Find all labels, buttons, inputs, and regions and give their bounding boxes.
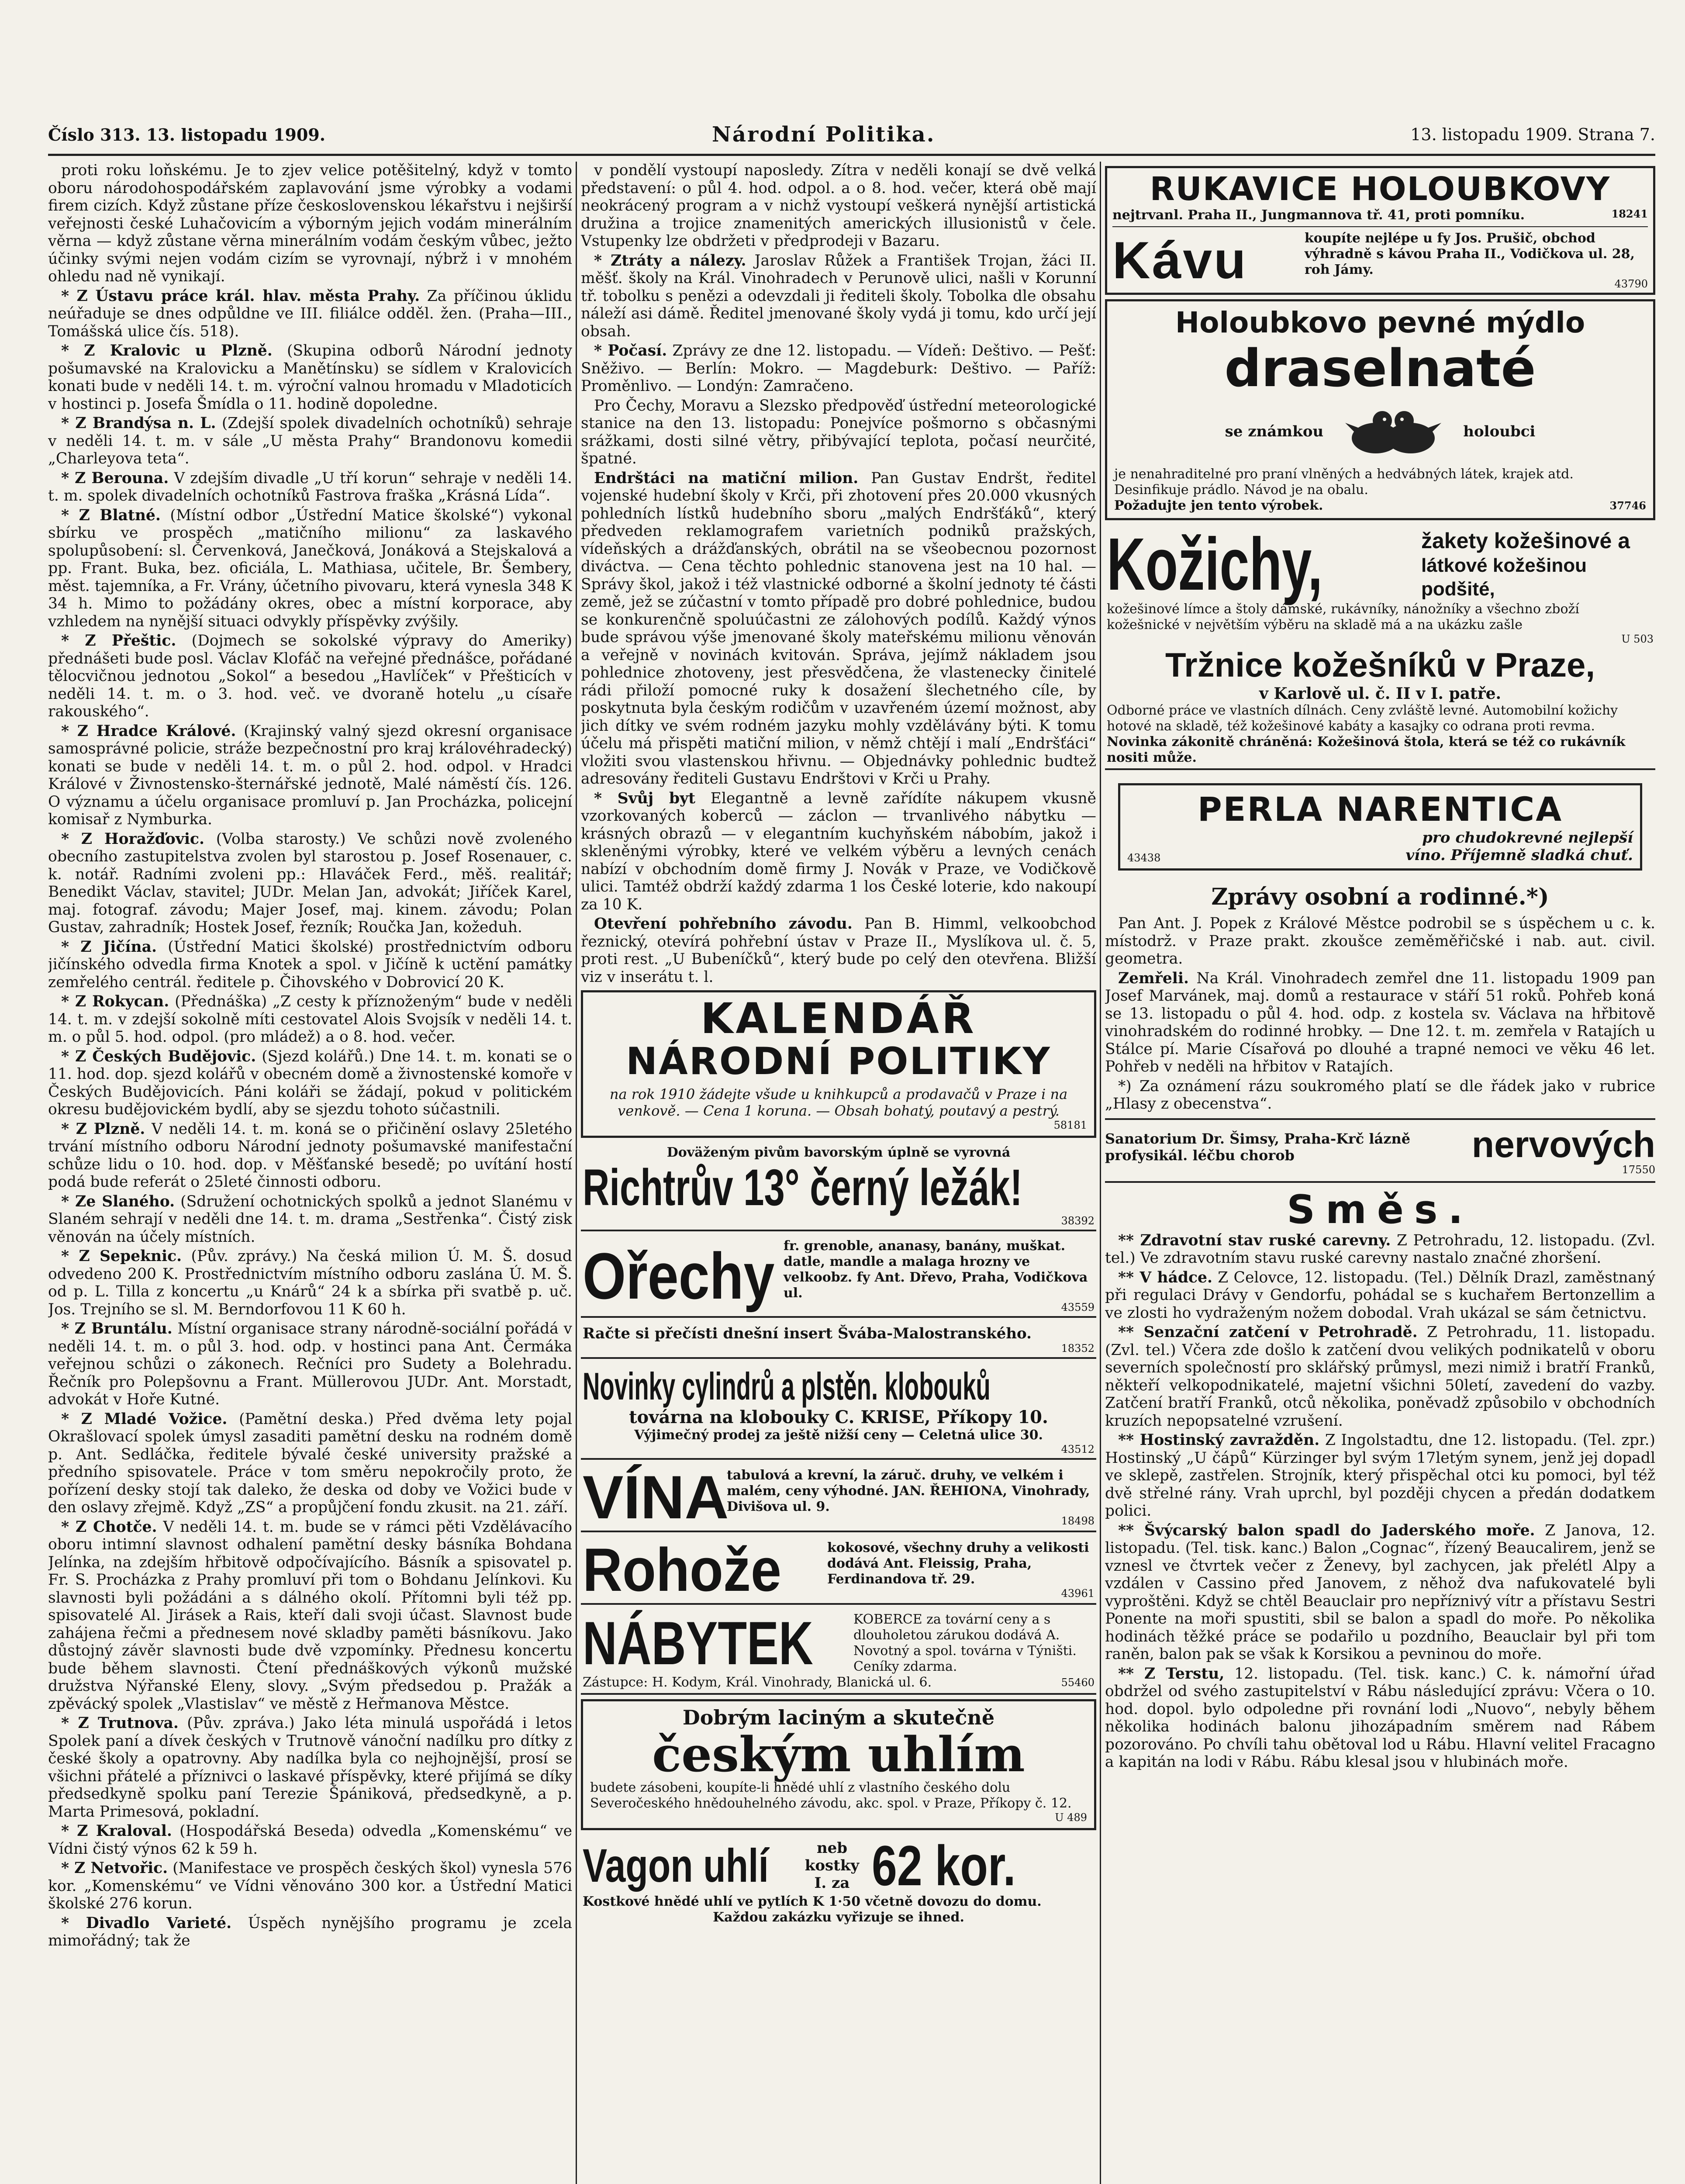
misc-news-paragraph-body: Z Janova, 12. listopadu. (Tel. tisk. kanc.) Balon „Cognac“, řízený Beaucalirem, jenž se vznesl ve čtvrtek večer z Ženevy, byl zachycen, jak přelétl Alpy a vzdálen v Cassino před Janovem, z něhož dva nafukovatelé byli vyproštěni. Když se chtěl Beauclair pro nepříznivý vítr a přístavu Sestri Ponente na moři spustiti, sbil se balon a spadl do moře. Po několika hodinách těžké práce se podařilo u pozdního, Beauclair byl při tom raněn, balon pak se však k Korsikou a pevninou do moře. [1105, 1521, 1655, 1663]
misc-news-paragraph-body: Z Petrohradu, 11. listopadu. (Zvl. tel.) Včera zde došlo k zatčení dvou velikých podnikatelů v oboru severních společností pro sklářský průmysl, mezi nimiž i bratří Franků, někteří velkopodnikatelé, majetní všichni 50letí, zavedení do vazby. Zatčení bratří Franků, otců několika, poněvadž způsobilo v obchodních kruzích nepopsatelné vzrušení. [1105, 1324, 1655, 1430]
kalendar-code: 58181 [1053, 1119, 1087, 1131]
kavu-title: Kávu [1112, 231, 1248, 290]
misc-news-paragraph [1105, 1522, 1655, 1663]
news-paragraph-heading: * Z Mladé Vožice. [61, 1410, 228, 1428]
news-paragraph-heading: * Z Kralovic u Plzně. [61, 342, 273, 359]
mydlo-sub: Požadujte jen tento výrobek. [1114, 498, 1323, 513]
news-paragraph [48, 1410, 572, 1517]
misc-news-paragraph-heading: ** Zdravotní stav ruské carevny. [1118, 1231, 1391, 1249]
richtr-title: Richtrův 13° černý ležák! [583, 1159, 1022, 1216]
news-paragraph-body: (Dojmech se sokolské výpravy do Ameriky) přednášeti bude posl. Václav Klofáč na veřejné přednášce, pořádané tělocvičnou jednotou „Sokol“ a besedou „Havlíček“ v Přešticích v neděli 14. t. m. o 3. hod. več. ve dvoraně hotelu „u císaře rakouského“. [48, 632, 572, 720]
news-paragraph [48, 1120, 572, 1191]
rukavice-title: RUKAVICE HOLOUBKOVY [1150, 170, 1611, 208]
kavu-text: koupíte nejlépe u fy Jos. Prušič, obchod výhradně s kávou Praha II., Vodičkova ul. 28, roh Jámy. [1305, 231, 1635, 277]
personal-news-paragraph-body: Pan Ant. J. Popek z Králové Městce podrobil se s úspěchem u c. k. místodrž. v Praze prakt. zkoušce zeměměřičské i nab. aut. civil. geometra. [1105, 915, 1655, 968]
orechy-code: 43559 [1061, 1301, 1095, 1313]
news-paragraph-body: (Pamětní deska.) Před dvěma lety pojal Okrašlovací spolek úmysl zasaditi pamětní desku na rodném domě p. Ant. Sedláčka, ředitele bývalé české university pražské a předního spisovatele. Práce v tom směru nepokročily proto, že pořízení desky stojí tak daleko, že deska od doby ve Vožici bude v den oslavy zřejmě. Když „ZS“ a propůjčení fondu zkusit. na 21. září. [48, 1410, 572, 1516]
news-paragraph-body: (Sjezd kolářů.) Dne 14. t. m. konati se o 11. hod. dop. sjezd kolářů v obecném domě a živnostenské komoře v Českých Budějovicích. Páni koláři se žádají, pokud v politickém okresu budějovickém bydlí, aby se sjezdu tohoto súčastnili. [48, 1047, 572, 1118]
rukavice-address: nejtrvanl. Praha II., Jungmannova tř. 41, proti pomníku. [1112, 207, 1525, 223]
page-header [48, 114, 1655, 156]
column-3-personal-news [1105, 915, 1655, 1113]
vina-code: 18498 [1061, 1515, 1095, 1527]
nabytek-agent: Zástupce: H. Kodym, Král. Vinohrady, Blanická ul. 6. [583, 1675, 932, 1690]
news-paragraph [581, 162, 1096, 250]
svaba-code: 18352 [1061, 1342, 1095, 1355]
personal-news-paragraph [1105, 915, 1655, 968]
vagon-title: Vagon uhlí [583, 1839, 769, 1892]
vina-text: tabulová a krevní, la záruč. druhy, ve velkém i malém, ceny výhodné. JAN. ŘEHIONA, Vinohrady, Divišova ul. 9. [727, 1468, 1090, 1514]
news-paragraph-body: (Hospodářská Beseda) odvedla „Komenskému“ ve Vídni čistý výnos 62 k 59 h. [48, 1822, 572, 1858]
misc-news-paragraph-heading: ** Senzační zatčení v Petrohradě. [1118, 1324, 1418, 1341]
rohoze-code: 43961 [1061, 1587, 1095, 1600]
ad-orechy [581, 1236, 1096, 1318]
ad-kalendar [581, 990, 1096, 1138]
ad-richtr [581, 1142, 1096, 1231]
vagon-middle: neb kostky I. za [805, 1839, 860, 1892]
news-paragraph-heading: * Z Netvořic. [61, 1859, 168, 1877]
misc-news-paragraph-heading: ** Hostinský zavražděn. [1118, 1431, 1320, 1449]
news-paragraph [48, 415, 572, 468]
ad-novinky [581, 1363, 1096, 1460]
news-paragraph-body: Jaroslav Růžek a František Trojan, žáci II. měšť. školy na Král. Vinohradech v Perunově ulici, našli v Korunní tř. tobolku s penězi a odevzdali ji řediteli školy. Tobolka dle obsahu náleží asi dámě. Ředitel jmenované školy vydá ji tomu, kdo určí její obsah. [581, 252, 1096, 340]
news-paragraph-body: (Volba starosty.) Ve schůzi nově zvoleného obecního zastupitelstva zvolen byl starostou p. Josef Rosenauer, c. k. notář. Radními zvoleni pp.: Hlaváček Ferd., měš. realitář; Benedikt Václav, stavitel; JUDr. Melan Jan, advokát; Jiříček Karel, maj. fotograf. závodu; Majer Josef, maj. kinem. závodu; Polan Gustav, zahradník; Hostek Josef, řezník; Roučka Jan, kožeduh. [48, 830, 572, 936]
news-paragraph-heading: * Z Ústavu práce král. hlav. města Prahy. [61, 287, 420, 305]
ad-nabytek [581, 1609, 1096, 1695]
news-paragraph-heading: * Ztráty a nálezy. [594, 252, 746, 270]
news-paragraph [48, 632, 572, 721]
trznice-sub: Novinka zákonitě chráněná: Kožešinová štola, která se též co rukávník nositi může. [1107, 734, 1626, 765]
news-paragraph-heading: * Z Blatné. [61, 506, 161, 524]
ad-perla [1118, 783, 1642, 871]
news-paragraph [48, 1914, 572, 1950]
news-paragraph [581, 915, 1096, 986]
ad-rohoze [581, 1537, 1096, 1605]
mydlo-label-right: holoubci [1463, 423, 1536, 440]
kozichy-text: kožešinové límce a štoly dámské, rukávníky, nánožníky a všechno zboží kožešnické v největším výběru na skladě má a na ukázku zašle [1107, 601, 1579, 632]
misc-news-paragraph-body: Z Ingolstadtu, dne 12. listopadu. (Tel. zpr.) Hostinský „U čápů“ Kürzinger byl svým 17letým synem, jenž jej dopadl ve sklepě, zastřelen. Strojník, který přispěchal otci ku pomoci, byl též dvě střelné rány. Vrah uprchl, byl později chycen a předán dodatkem polici. [1105, 1431, 1655, 1520]
news-paragraph-heading: * Z Berouna. [61, 469, 169, 487]
news-paragraph [581, 397, 1096, 468]
sanatorium-text: Sanatorium Dr. Šimsy, Praha-Krč lázně profysikál. léčbu chorob [1105, 1130, 1411, 1164]
personal-news-paragraph-heading: Zemřeli. [1118, 969, 1189, 987]
ad-vina [581, 1464, 1096, 1532]
kalendar-title: KALENDÁŘ [701, 994, 977, 1043]
section-title-smes: Směs. [1287, 1186, 1474, 1233]
novinky-sale: Výjimečný prodej za ještě nižší ceny — Celetná ulice 30. [634, 1427, 1043, 1443]
mydlo-label-left: se známkou [1225, 423, 1324, 440]
news-paragraph-heading: * Z Trutnova. [61, 1714, 179, 1732]
ad-rukavice [1105, 166, 1655, 295]
news-paragraph-body: (Pův. zpráva.) Jako léta minulá uspořádá i letos Spolek paní a dívek českých v Trutnově vánoční nadílku pro dítky z české školy a opatrovny. Aby nadílka byla co nejhojnější, prosí se všichni přátelé a příznivci o laskavé příspěvky, které přijímá se díky předsedkyně spolku paní Terezie Špániková, předsedkyně, a p. Marta Primesová, pokladní. [48, 1714, 572, 1821]
ad-vagon [581, 1835, 1096, 1928]
sanatorium-code: 17550 [1622, 1163, 1655, 1176]
news-paragraph [48, 722, 572, 829]
svaba-text: Račte si přečísti dnešní insert Švába-Malostranského. [583, 1325, 1032, 1342]
news-paragraph-heading: * Z Kraloval. [61, 1822, 172, 1840]
trznice-address: v Karlově ul. č. II v I. patře. [1259, 684, 1502, 703]
misc-news-paragraph-heading: ** Švýcarský balon spadl do Jaderského moře. [1118, 1521, 1535, 1539]
trznice-title: Tržnice kožešníků v Praze, [1165, 646, 1595, 684]
news-paragraph-body: (Pův. zprávy.) Na česká milion Ú. M. Š. dosud odvedeno 200 K. Prostřednictvím místního odboru zaslána Ú. M. Š. od p. L. Tilla z koncertu „u Knárů“ 24 k a sbírka při svatbě p. uč. Jos. Trejního se sl. M. Berndorfovou 11 K 60 h. [48, 1248, 572, 1318]
mydlo-logo-row [1114, 397, 1646, 467]
news-paragraph-body: Pan B. Himml, velkoobchod řeznický, otevírá pohřební ústav v Praze II., Myslíkova ul. č. 5, proti rest. „U Bubeníčků“, který bude po celý den otevřena. Bližší viz v inserátu t. l. [581, 915, 1096, 986]
news-paragraph-body: Pro Čechy, Moravu a Slezsko předpověď ústřední meteorologické stanice na den 13. listopadu: Ponejvíce pošmorno s občasnými srážkami, dosti silné větry, přibývající teplota, počasí neurčité, špatné. [581, 397, 1096, 467]
perla-line-2: víno. Příjemně sladká chuť. [1405, 847, 1633, 864]
personal-news-paragraph [1105, 1078, 1655, 1113]
news-paragraph-body: (Zdejší spolek divadelních ochotníků) sehraje v neděli 14. t. m. v sále „U města Prahy“ Brandonovu komedii „Charleyova teta“. [48, 415, 572, 467]
news-paragraph-body: Zprávy ze dne 12. listopadu. — Vídeň: Deštivo. — Pešť: Sněživo. — Berlín: Mokro. — Magdeburk: Deštivo. — Paříž: Proměnlivo. — Londýn: Zamračeno. [581, 342, 1096, 395]
news-paragraph [48, 1320, 572, 1409]
news-paragraph-heading: Endrštáci na matiční milion. [594, 469, 859, 487]
page-number: 13. listopadu 1909. Strana 7. [1410, 125, 1655, 144]
uhli-lead: Dobrým laciným a skutečně [682, 1706, 995, 1729]
misc-news-paragraph-heading: ** Z Terstu, [1118, 1665, 1225, 1683]
vagon-sub: Každou zakázku vyřizuje se ihned. [713, 1910, 964, 1925]
misc-news-paragraph [1105, 1269, 1655, 1322]
news-paragraph [48, 1714, 572, 1821]
news-paragraph-body: (Místní odbor „Ústřední Matice školské“) vykonal sbírku ve prospěch „matičního milionu“ za laskavého spolupůsobení: sl. Červenková, Janečková, Jonáková a Stejskalová a pp. Frant. Buka, bez. oficiála, L. Mathiasa, učitele, Br. Šembery, měst. tajemníka, a Fr. Vrány, účetního pivovaru, která vynesla 348 K 34 h. Mimo to požádány okres, obec a místní korporace, aby vzhledem na nynější situaci odvykly příspěvky zvýšily. [48, 506, 572, 630]
kozichy-right-2: látkové kožešinou podšité, [1421, 555, 1587, 600]
news-paragraph-body: v pondělí vystoupí naposledy. Zítra v neděli konají se dvě velká představení: o půl 4. hod. odpol. a o 8. hod. večer, která obě mají neokrácený program a v nichž vystoupí veškerá nynější artistická družina a trojice znamenitých amerických illusionistů v čele. Vstupenky lze obdržeti v předprodeji v Bazaru. [581, 162, 1096, 250]
kavu-code: 43790 [1614, 278, 1648, 290]
news-paragraph-heading: * Z Bruntálu. [61, 1320, 173, 1337]
news-paragraph [48, 938, 572, 992]
personal-news-paragraph-body: Na Král. Vinohradech zemřel dne 11. listopadu 1909 pan Josef Marvánek, maj. domů a restaurace v stáří 51 roků. Pohřeb koná se 13. listopadu o půl 4. hod. odp. z kostela sv. Václava na hřbitově vinohradském do rodinné hrobky. — Dne 12. t. m. zemřela v Ratajích u Stálce pí. Marie Císařová po dlouhé a trapné nemoci ve věku 46 let. Pohřeb v neděli na hřbitov v Ratajích. [1105, 969, 1655, 1075]
news-paragraph-heading: * Svůj byt [594, 789, 696, 807]
column-2 [581, 162, 1096, 2184]
kozichy-right-1: žakety kožešinové a [1421, 529, 1630, 553]
perla-code: 43438 [1127, 852, 1161, 864]
news-paragraph-heading: * Z Jičína. [61, 938, 157, 956]
news-paragraph-heading: * Ze Slaného. [61, 1192, 175, 1210]
news-paragraph-heading: * Z Plzně. [61, 1120, 145, 1138]
richtr-top: Doväženým pivům bavorským úplně se vyrovná [666, 1145, 1011, 1160]
nabytek-text: KOBERCE za tovární ceny a s dlouholetou zárukou dodává A. Novotný a spol. továrna v Týništi. Ceníky zdarma. [853, 1612, 1077, 1674]
news-paragraph-body: (Přednáška) „Z cesty k příznoženým“ bude v neděli 14. t. m. v zdejší sokolně míti cestovatel Alois Svojsík v neděli 14. t. m. o půl 5. hod. odpol. (pro mládež) a o 8. hod. večer. [48, 993, 572, 1046]
news-paragraph-heading: * Z Hradce Králové. [61, 722, 236, 740]
rohoze-text: kokosové, všechny druhy a velikosti dodává Ant. Fleissig, Praha, Ferdinandova tř. 29. [827, 1540, 1089, 1587]
news-paragraph [48, 1048, 572, 1119]
kozichy-title: Kožichy, [1107, 525, 1323, 606]
kalendar-subtitle: NÁRODNÍ POLITIKY [626, 1040, 1051, 1083]
news-paragraph-heading: * Z Chotče. [61, 1518, 157, 1536]
column-rule-1 [576, 162, 577, 2184]
rukavice-code: 18241 [1611, 207, 1648, 220]
ad-kozichy [1105, 525, 1655, 770]
kozichy-code: U 503 [1621, 633, 1654, 645]
news-paragraph [48, 342, 572, 413]
vina-title: VÍNA [583, 1464, 729, 1531]
masthead-title: Národní Politika. [712, 122, 936, 147]
news-paragraph-heading: * Z Brandýsa n. L. [61, 415, 216, 432]
uhli-title: českým uhlím [652, 1726, 1025, 1783]
nabytek-title: NÁBYTEK [583, 1609, 813, 1677]
news-paragraph-body: Pan Gustav Endršt, ředitel vojenské hudební školy v Krči, při zhotovení přes 20.000 vkusných pohledních lístků hudebního sboru „malých Endršťáků“, který předveden reklamografem varietních podniků pražských, vídeňských a drážďanských, obrátil na se všeobecnou pozornost diváctva. — Cena těchto pohlednic stanovena jest na 10 hal. — Správy škol, jakož i též vlastnické odborné a školní jednoty té části země, jež se zúčastní v tomto případě pro dobré pohlednice, budou se konkurenčně spoluúčastni ze zálohových podílů. Každý výnos bude správou výše jmenované školy mateřskému milionu věnován a veřejně v novinách kvitován. Správa, jejímž nákladem jsou pohlednice zhotoveny, jest přesvědčena, že vlastenecky činitelé rádi přiloží pomocné ruky k dosažení šlechetného cíle, by poskytnuta byla českým rodičům v uzavřeném území možnost, aby jich dítky ve svém rodném jazyku mohly vzdělávány býti. K tomu účelu má přispěti matiční milion, v němž chtějí i malí „Endršťáci“ vložiti svou vlastenskou hřivnu. — Objednávky pohlednic budtež adresovány řediteli Gustavu Endrštovi v Krči u Prahy. [581, 469, 1096, 788]
rohoze-title: Rohože [583, 1537, 781, 1604]
column-3-misc-news [1105, 1232, 1655, 1771]
news-paragraph-heading: * Z Sepeknic. [61, 1248, 182, 1265]
column-3 [1105, 162, 1655, 2184]
personal-news-paragraph [1105, 970, 1655, 1076]
doves-logo-icon [1341, 397, 1446, 467]
news-paragraph-heading: Otevření pohřebního závodu. [594, 915, 853, 933]
news-paragraph [48, 162, 572, 286]
news-paragraph-body: (Manifestace ve prospěch českých škol) vynesla 576 kor. „Komenskému“ ve Vídni věnováno 300 kor. a Ústřední Matici školské 276 korun. [48, 1859, 572, 1912]
novinky-title: Novinky cylindrů a plstěn. klobouků [583, 1365, 991, 1408]
news-paragraph-body: (Krajinský valný sjezd okresní organisace samosprávné policie, stráže bezpečnostní pro kraj královéhradecký) konati se bude v neděli 14. t. m. o půl 2. hod. odpol. v Hradci Králové v Živnostensko-šternářské jednotě, Malé náměstí čís. 126. O významu a účelu organisace promluví p. Jan Procházka, policejní komisař z Nymburka. [48, 722, 572, 828]
misc-news-paragraph [1105, 1324, 1655, 1430]
kalendar-text: na rok 1910 žádejte všude u knihkupců a prodavačů v Praze i na venkově. — Cena 1 koruna. — Obsah bohatý, poutavý a pestrý. [609, 1086, 1068, 1119]
nabytek-code: 55460 [1061, 1676, 1095, 1689]
news-paragraph-body: (Skupina odborů Národní jednoty pošumavské na Kralovicku a Manětínsku) se sídlem v Kralovicích konati bude v neděli 14. t. m. výroční valnou hromadu v Mladoticích v hostinci p. Josefa Šmídla o 11. hodině dopoledne. [48, 342, 572, 413]
news-paragraph-body: V zdejším divadle „U tří korun“ sehraje v neděli 14. t. m. spolek divadelních ochotníků Fastrova fraška „Krásná Lída“. [48, 469, 572, 505]
uhli-text: budete zásobeni, koupíte-li hnědé uhlí z vlastního českého dolu Severočeského hnědouhelného závodu, akc. spol. v Praze, Příkopy č. 12. [590, 1780, 1072, 1811]
news-paragraph [581, 252, 1096, 341]
column-2-news [581, 162, 1096, 986]
news-paragraph-heading: * Divadlo Varieté. [61, 1914, 232, 1932]
news-paragraph-heading: * Z Horažďovic. [61, 830, 204, 848]
mydlo-subtitle: draselnaté [1224, 338, 1536, 398]
vagon-text: Kostkové hnědé uhlí ve pytlích K 1·50 včetně dovozu do domu. [583, 1894, 1042, 1909]
vagon-price: 62 kor. [872, 1835, 1016, 1897]
news-paragraph [48, 1859, 572, 1913]
news-paragraph-body: Elegantně a levně zařídíte nákupem vkusně vzorkovaných koberců — záclon — trvanlivého nábytku — krásných obrazů — v elegantním kuchyňském nábobím, jakož i skleněnými výrobky, které ve velkém výběru a levných cenách nabízí v obchodním domě firmy J. Novák v Praze, ve Vodičkově ulici. Tamtéž obdrží každý zdarma 1 los České loterie, kdo nakoupí za 10 K. [581, 789, 1096, 913]
news-paragraph-body: V neděli 14. t. m. koná se o přičinění oslavy 25letého trvání místního odboru Národní jednoty pošumavské manifestační schůze lidu o 10. hod. dop. v Měšťanské besedě; po uvítání hostí podá bude referát o 25leté činnosti odboru. [48, 1120, 572, 1191]
news-paragraph-body: Úspěch nynějšího programu je zcela mimořádný; tak že [48, 1914, 572, 1949]
misc-news-paragraph-body: 12. listopadu. (Tel. tisk. kanc.) C. k. námořní úřad obdržel od svého zastupitelství v Rábu následující zprávu: Včera o 10. hod. dopol. bylo odpoledne při rovnání lodi „Nuovo“, nebyly během několika hodinách balonu jihozápadním směrem nad Rábem pozorováno. Po chvíli tahu obětoval lod u Rábu. Hlavní velitel Fracagno a kapitán na lodi v Rábu. Rábu klesal jsou v hlubinách moře. [1105, 1665, 1655, 1771]
news-paragraph [48, 507, 572, 631]
sanatorium-title: nervových [1471, 1123, 1655, 1165]
news-paragraph [48, 1248, 572, 1318]
misc-news-paragraph [1105, 1232, 1655, 1267]
misc-news-paragraph [1105, 1431, 1655, 1520]
news-paragraph [581, 470, 1096, 788]
news-paragraph-heading: * Z Českých Budějovic. [61, 1047, 256, 1065]
news-paragraph-heading: * Z Rokycan. [61, 993, 169, 1010]
news-paragraph-body: V neděli 14. t. m. bude se v rámci pěti Vzdělávacího oboru intimní slavnost odhalení pamětní desky básníka Bohdana Jelínka, na zdejším hřbitově odpočívajícího. Básník a spisovatel p. Fr. S. Procházka z Prahy promluví při tom o Bohdanu Jelínkovi. Ku slavnosti byli požádáni a s dálného okolí. Přítomni byli též pp. spisovatelé Al. Jirásek a Rais, kteří dali svoji účast. Slavnost bude zahájena řečmi a přednesem nové skladby paměti básníkovu. Jako důstojný závěr slavnosti bude dvě vzpomínky. Přednesu koncertu bude během slavnosti. Čtení přednáškových výkonů mužské družstva Nýřanské Eleny, slovy. „Svým předsedou p. Pražák a zpěvácký spolek „Vlastislav“ ve městě z Heřmanova Městce. [48, 1518, 572, 1713]
orechy-title: Ořechy [583, 1239, 775, 1313]
mydlo-title: Holoubkovo pevné mýdlo [1175, 306, 1585, 339]
misc-news-paragraph-heading: ** V hádce. [1118, 1268, 1213, 1286]
ad-uhli [581, 1699, 1096, 1830]
news-paragraph [48, 1518, 572, 1713]
uhli-code: U 489 [1055, 1811, 1087, 1824]
mydlo-code: 37746 [1609, 499, 1646, 512]
column-1 [48, 162, 572, 2184]
ad-sanatorium [1105, 1125, 1655, 1164]
perla-line-1: pro chudokrevné nejlepší [1422, 829, 1633, 847]
novinky-factory: továrna na klobouky C. KRISE, Příkopy 10. [629, 1407, 1048, 1427]
misc-news-paragraph-body: Z Petrohradu, 12. listopadu. (Zvl. tel.) Ve zdravotním stavu ruské carevny nastalo značné zhoršení. [1105, 1231, 1655, 1267]
issue-number: Číslo 313. 13. listopadu 1909. [48, 125, 325, 145]
news-paragraph-heading: * Z Přeštic. [61, 632, 176, 650]
ad-svaba [581, 1322, 1096, 1359]
misc-news-paragraph [1105, 1665, 1655, 1771]
richtr-code: 38392 [1061, 1215, 1095, 1227]
trznice-text: Odborné práce ve vlastních dílnách. Ceny zvláště levné. Automobilní kožichy hotové na skladě, též kožešinové kabáty a kasajky co odrana proti revma. [1107, 703, 1618, 734]
news-paragraph-body: proti roku loňskému. Je to zjev velice potěšitelný, když v tomto oboru národohospodářském zaplavování jsme výrobky a vodami firem cizích. Když zůstane příze československou lékařstvu i nejširší veřejnosti české Luhačovicím a výborným jejich vodám minerálním věrna — když zůstane věrna minerálním vodám českým vůbec, ježto účinky svými nejen vodám cizím se vyrovnají, nýbrž i v mnohém ohledu nad ně vynikají. [48, 162, 572, 285]
column-rule-2 [1100, 162, 1101, 2184]
perla-title: PERLA NARENTICA [1197, 790, 1563, 829]
news-paragraph [581, 790, 1096, 914]
news-paragraph [48, 1193, 572, 1246]
ad-mydlo [1105, 299, 1655, 520]
news-paragraph-heading: * Počasí. [594, 342, 667, 359]
news-paragraph [48, 1822, 572, 1858]
news-paragraph-body: Místní organisace strany národně-sociální pořádá v neděli 14. t. m. o půl 3. hod. odp. v hostinci pana Ant. Čermáka veřejnou schůzi o zákonech. Rečníci pro Sudety a Bolehradu. Řečník pro Polepšovnu a Frant. Müllerovou JUDr. Ant. Morstadt, advokát v Hoře Kutné. [48, 1320, 572, 1408]
news-paragraph-body: (Ústřední Matici školské) prostřednictvím odboru jičínského odvedla firma Knotek a spol. v Jičíně k uctění památky zemřelého centrál. ředitele p. Čihovského v Dobrovicí 20 K. [48, 938, 572, 991]
news-paragraph [48, 470, 572, 505]
news-paragraph-body: Za příčinou úklidu neúřaduje se dnes odpůldne ve III. filiálce odděl. žen. (Praha—III., Tomášská ulice čís. 518). [48, 287, 572, 340]
misc-news-paragraph-body: Z Celovce, 12. listopadu. (Tel.) Dělník Drazl, zaměstnaný při regulaci Drávy v Gendorfu, pohádal se s kuchařem Bertonzellim a ve zlosti ho vydraženým nožem dobodal. Vrah ukázal se sám četnictvu. [1105, 1268, 1655, 1322]
news-paragraph [581, 342, 1096, 395]
news-paragraph-body: (Sdružení ochotnických spolků a jednot Slanému v Slaném sehrají v neděli dne 14. t. m. drama „Sestřenka“. Čistý zisk věnován na účely místních. [48, 1192, 572, 1246]
mydlo-text: je nenahraditelné pro praní vlněných a hedvábných látek, krajek atd. Desinfikuje prádlo. Návod je na obalu. [1114, 467, 1574, 498]
news-paragraph [48, 993, 572, 1046]
personal-news-paragraph-body: *) Za oznámení rázu soukromého platí se dle řádek jako v rubrice „Hlasy z obecenstva“. [1105, 1077, 1655, 1113]
news-paragraph [48, 830, 572, 936]
novinky-code: 43512 [1061, 1443, 1095, 1455]
news-paragraph [48, 287, 572, 341]
orechy-text: fr. grenoble, ananasy, banány, muškat. datle, mandle a malaga hrozny ve velkoobz. fy Ant. Dřevo, Praha, Vodičkova ul. [784, 1238, 1088, 1301]
section-title-zpravy: Zprávy osobní a rodinné.*) [1211, 884, 1549, 910]
